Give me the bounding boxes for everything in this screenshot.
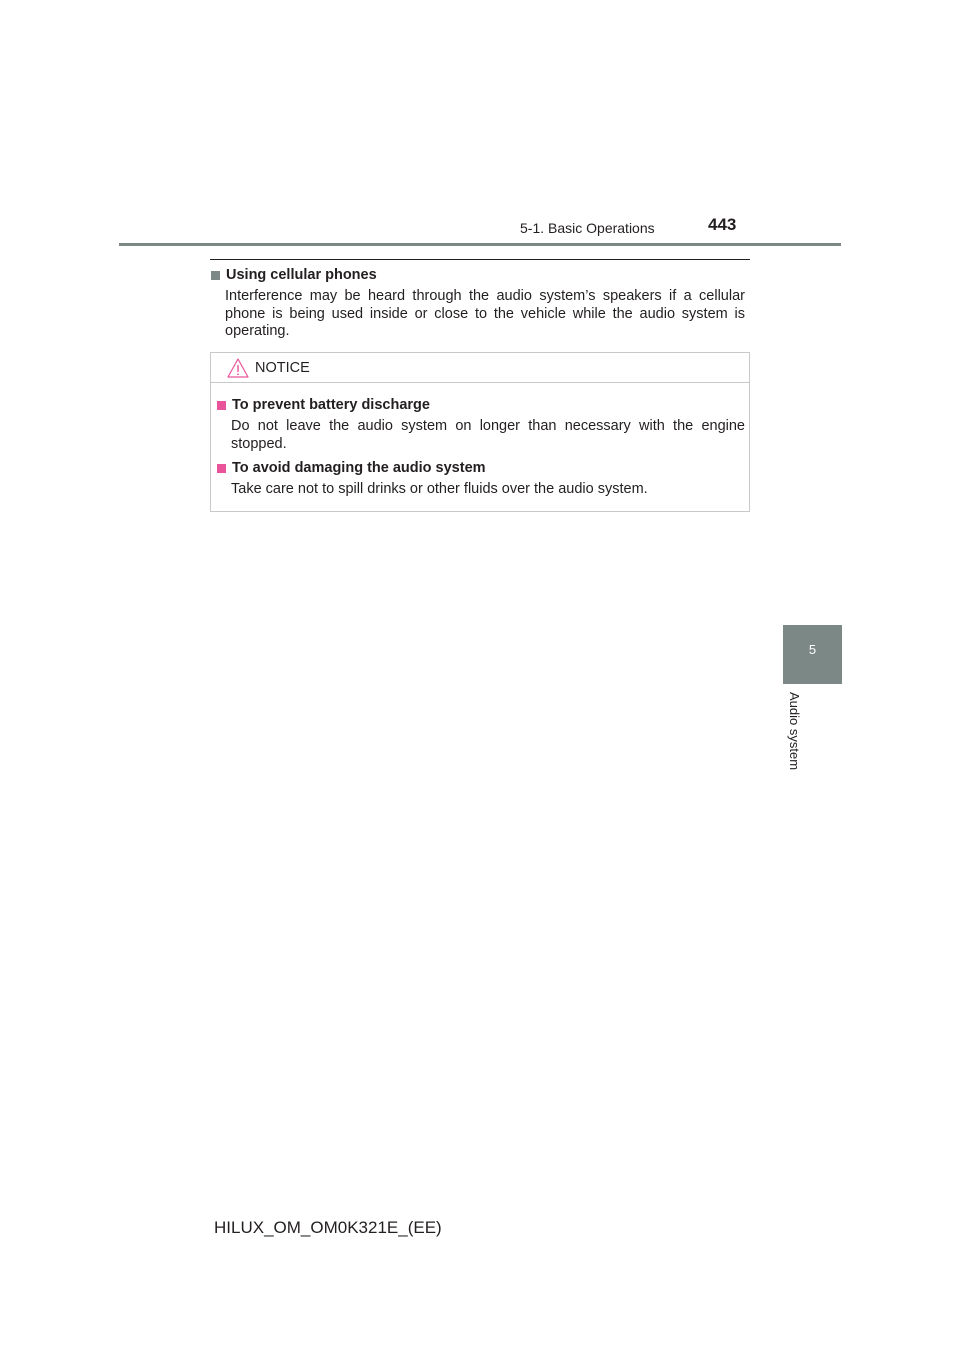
- chapter-tab: [783, 625, 842, 684]
- content-divider: [210, 259, 750, 260]
- page-number: 443: [708, 215, 737, 234]
- notice-item: [216, 396, 745, 453]
- notice-item-heading: [216, 396, 741, 415]
- notice-header: [211, 353, 749, 383]
- warning-triangle-icon: [227, 358, 249, 383]
- section-body: Interference may be heard through the audio system’s speakers if a cellular phone is being used inside or close to the vehicle while the audio system is operating.: [225, 288, 745, 339]
- document-code: HILUX_OM_OM0K321E_(EE): [214, 1218, 442, 1237]
- notice-item: [216, 459, 741, 499]
- notice-box: [210, 352, 750, 512]
- chapter-label: Audio system: [787, 692, 802, 771]
- notice-item-body: Take care not to spill drinks or other fluids over the audio system.: [231, 481, 648, 497]
- notice-item-heading-text: To prevent battery discharge: [232, 397, 430, 413]
- notice-body: [211, 383, 749, 499]
- cellular-phones-section: [210, 266, 750, 341]
- chapter-number: 5: [808, 642, 817, 657]
- section-heading: [210, 266, 750, 285]
- notice-title: NOTICE: [255, 360, 310, 376]
- square-bullet-icon: [211, 271, 220, 280]
- notice-item-heading: [216, 459, 741, 478]
- notice-item-body: Do not leave the audio system on longer than necessary with the engine stopped.: [231, 418, 745, 452]
- square-bullet-icon: [217, 464, 226, 473]
- square-bullet-icon: [217, 401, 226, 410]
- section-heading-text: Using cellular phones: [226, 267, 377, 283]
- header-divider: [119, 243, 841, 246]
- section-title: 5-1. Basic Operations: [520, 220, 655, 236]
- notice-item-heading-text: To avoid damaging the audio system: [232, 460, 486, 476]
